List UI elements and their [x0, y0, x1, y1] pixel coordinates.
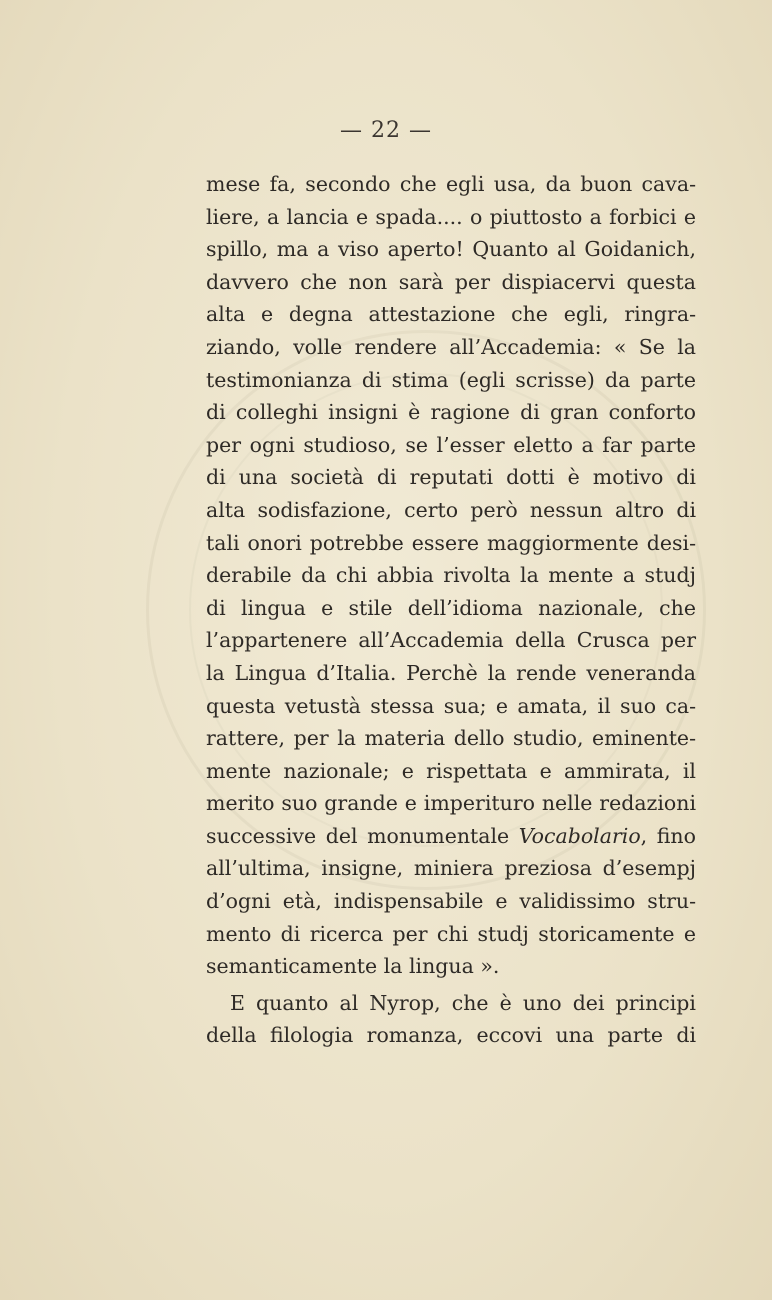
text-line: alta sodisfazione, certo però nessun altro di	[206, 497, 696, 522]
text-line: di colleghi insigni è ragione di gran conforto	[206, 400, 696, 425]
text-segment: , fino	[640, 823, 696, 848]
text-line: di lingua e stile dell’idioma nazionale, che	[206, 595, 696, 620]
text-line: della filologia romanza, eccovi una parte di	[206, 1023, 696, 1048]
text-line: all’ultima, insigne, miniera preziosa d’esempj	[206, 856, 696, 881]
text-line: spillo, ma a viso aperto! Quanto al Goidanich,	[206, 237, 696, 262]
text-line: merito suo grande e imperituro nelle redazioni	[206, 791, 696, 816]
text-line: E quanto al Nyrop, che è uno dei principi	[230, 990, 696, 1015]
text-line: la Lingua d’Italia. Perchè la rende veneranda	[206, 660, 696, 685]
page-number: — 22 —	[340, 118, 432, 143]
text-line: semanticamente la lingua ».	[206, 954, 500, 979]
text-line: mese fa, secondo che egli usa, da buon cava-	[206, 172, 696, 196]
text-segment: successive del monumentale	[206, 823, 519, 848]
text-line: derabile da chi abbia rivolta la mente a studj	[206, 563, 696, 588]
text-line: di una società di reputati dotti è motivo di	[206, 465, 696, 490]
text-line: ziando, volle rendere all’Accademia: « Se la	[206, 334, 696, 359]
text-line: d’ogni età, indispensabile e validissimo stru-	[206, 889, 696, 914]
text-line: mente nazionale; e rispettata e ammirata, il	[206, 758, 696, 783]
body-text	[206, 168, 696, 1052]
text-line: liere, a lancia e spada.... o piuttosto a forbici e	[206, 204, 696, 229]
text-line: rattere, per la materia dello studio, eminente-	[206, 726, 696, 751]
text-line: l’appartenere all’Accademia della Crusca per	[206, 628, 696, 653]
text-line: mento di ricerca per chi studj storicamente e	[206, 921, 696, 946]
text-line: tali onori potrebbe essere maggiormente desi-	[206, 530, 696, 555]
text-line: per ogni studioso, se l’esser eletto a far parte	[206, 432, 696, 457]
italic-title: Vocabolario	[518, 823, 641, 848]
text-line: davvero che non sarà per dispiacervi questa	[206, 269, 696, 294]
text-line-with-italic	[206, 820, 696, 853]
text-line: questa vetustà stessa sua; e amata, il suo ca-	[206, 693, 696, 718]
text-line: alta e degna attestazione che egli, ringra-	[206, 302, 696, 327]
text-line: testimonianza di stima (egli scrisse) da parte	[206, 367, 696, 392]
